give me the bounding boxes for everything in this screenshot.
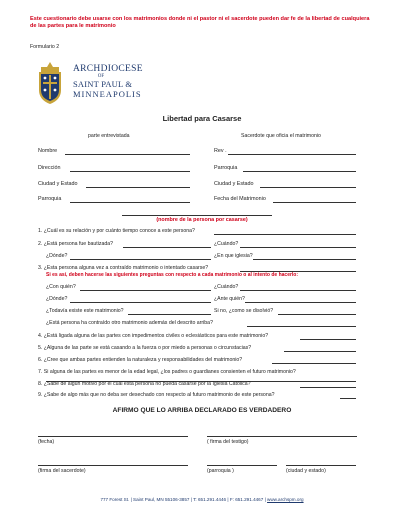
question-3-with: ¿Con quién? [46, 284, 76, 290]
field-rev[interactable] [228, 154, 356, 155]
form-number: Formulario 2 [30, 44, 60, 50]
answer-4[interactable] [300, 339, 356, 340]
question-3-exists: ¿Todavía existe este matrimonio? [46, 308, 124, 314]
question-7: 7. Si alguna de las partes es menor de la edad legal, ¿los padres o guardianes consienten el futuro matrimonio? [38, 369, 296, 375]
question-2-which-church: ¿En que iglesia? [214, 253, 253, 259]
field-ciudad-estado[interactable] [86, 187, 190, 188]
question-3-note: Si es así, deben hacerse las siguientes preguntas con respecto a cada matrimonio o al intento de hacerlo: [46, 272, 299, 278]
logo-line-1: ARCHDIOCESE [73, 64, 143, 74]
signature-parish-line[interactable] [207, 465, 277, 466]
signature-date-line[interactable] [38, 436, 188, 437]
signature-parish-label: (parroquia ) [207, 468, 234, 474]
field-label-direccion: Dirección [38, 165, 61, 171]
question-2: 2. ¿Está persona fue bautizada? [38, 241, 113, 247]
answer-3-where[interactable] [70, 302, 211, 303]
signature-witness-line[interactable] [207, 436, 357, 437]
answer-8[interactable] [300, 387, 356, 388]
question-4: 4. ¿Está ligada alguna de las partes con impedimentos civiles o eclesiásticos para este matrimonio? [38, 333, 269, 339]
answer-5[interactable] [284, 351, 356, 352]
field-ciudad-estado-2[interactable] [260, 187, 356, 188]
answer-1[interactable] [214, 234, 356, 235]
field-parroquia-2[interactable] [243, 171, 356, 172]
footer-address: 777 Forest St. | Saint Paul, MN 55106-3857 | T: 651.291.4446 | F: 651.291.4467 | [100, 497, 268, 502]
page-title: Libertad para Casarse [162, 114, 242, 123]
answer-3-when[interactable] [240, 290, 356, 291]
question-2-where: ¿Dónde? [46, 253, 68, 259]
footer [0, 497, 404, 502]
field-parroquia[interactable] [70, 202, 190, 203]
question-8: 8. ¿Sabe de algún motivo por el cual esta persona no pueda casarse por la Iglesia Católica? [38, 381, 251, 387]
answer-9[interactable] [340, 398, 356, 399]
answer-3-exists[interactable] [128, 314, 211, 315]
question-3-when: ¿Cuándo? [214, 284, 239, 290]
signature-priest-label: (firma del sacerdote) [38, 468, 86, 474]
question-3-where: ¿Dónde? [46, 296, 68, 302]
footer-website-link[interactable]: www.archspm.org [267, 497, 304, 502]
signature-city-label: (ciudad y estado) [286, 468, 326, 474]
form-notice: Este cuestionario debe usarse con los matrimonios donde ni el pastor ni el sacerdote pueden dar fe de la libertad de cualquiera de las partes para le matrimonio [30, 16, 370, 29]
coat-of-arms-icon [35, 62, 65, 104]
field-label-ciudad-2: Ciudad y Estado [214, 181, 254, 187]
question-6: 6. ¿Cree que ambas partes entienden la naturaleza y responsabilidades del matrimonio? [38, 357, 243, 363]
answer-2-when[interactable] [240, 247, 356, 248]
archdiocese-logo [33, 62, 163, 108]
answer-3-other[interactable] [247, 326, 356, 327]
answer-6[interactable] [272, 363, 356, 364]
question-2-when: ¿Cuándo? [214, 241, 239, 247]
question-3: 3. ¿Esta persona alguna vez a contraído matrimonio o intentado casarse? [38, 265, 209, 271]
affirmation-heading: AFIRMO QUE LO ARRIBA DECLARADO ES VERDADERO [112, 407, 292, 414]
logo-line-4: MINNEAPOLIS [73, 89, 142, 99]
field-label-rev: Rev . [214, 148, 227, 154]
left-column-header: parte entrevistada [88, 133, 130, 139]
answer-3-dissolved[interactable] [278, 314, 356, 315]
field-label-parroquia-2: Parroquia [214, 165, 238, 171]
field-fecha-matrimonio[interactable] [273, 202, 356, 203]
question-3-dissolved: Si no, ¿como se disolvió? [214, 308, 274, 314]
question-1: 1. ¿Cuál es su relación y por cuánto tiempo conoce a este persona? [38, 228, 195, 234]
signature-date-label: (fecha) [38, 439, 55, 445]
signature-witness-label: ( firma del testigo) [207, 439, 249, 445]
field-label-fecha: Fecha del Matrimonio [214, 196, 266, 202]
question-5: 5. ¿Alguna de las parte se está casando a la fuerza o por miedo a personas o circunstacias? [38, 345, 252, 351]
answer-3-with[interactable] [80, 290, 211, 291]
question-3-other: ¿Está persona ha contraído otro matrimonio además del descrito arriba? [46, 320, 213, 326]
field-label-parroquia: Parroquia [38, 196, 62, 202]
logo-line-3: SAINT PAUL & [73, 79, 133, 89]
field-nombre[interactable] [65, 154, 190, 155]
person-name-label: (nombre de la persona por casarse) [156, 217, 248, 223]
answer-3-before[interactable] [245, 302, 356, 303]
right-column-header: Sacerdote que oficia el matrimonio [241, 133, 321, 139]
question-3-before: ¿Ante quién? [214, 296, 245, 302]
signature-priest-line[interactable] [38, 465, 188, 466]
person-name-field[interactable] [122, 215, 272, 216]
field-label-nombre: Nombre [38, 148, 58, 154]
field-direccion[interactable] [70, 171, 190, 172]
field-label-ciudad: Ciudad y Estado [38, 181, 78, 187]
answer-2-baptized[interactable] [123, 247, 211, 248]
logo-line-2: OF [97, 74, 105, 79]
question-9: 9. ¿Sabe de algo más que no deba ser desechado con respecto al futuro matrimonio de este persona? [38, 392, 275, 398]
signature-city-line[interactable] [286, 465, 356, 466]
answer-2-church[interactable] [253, 259, 356, 260]
answer-2-where[interactable] [70, 259, 211, 260]
